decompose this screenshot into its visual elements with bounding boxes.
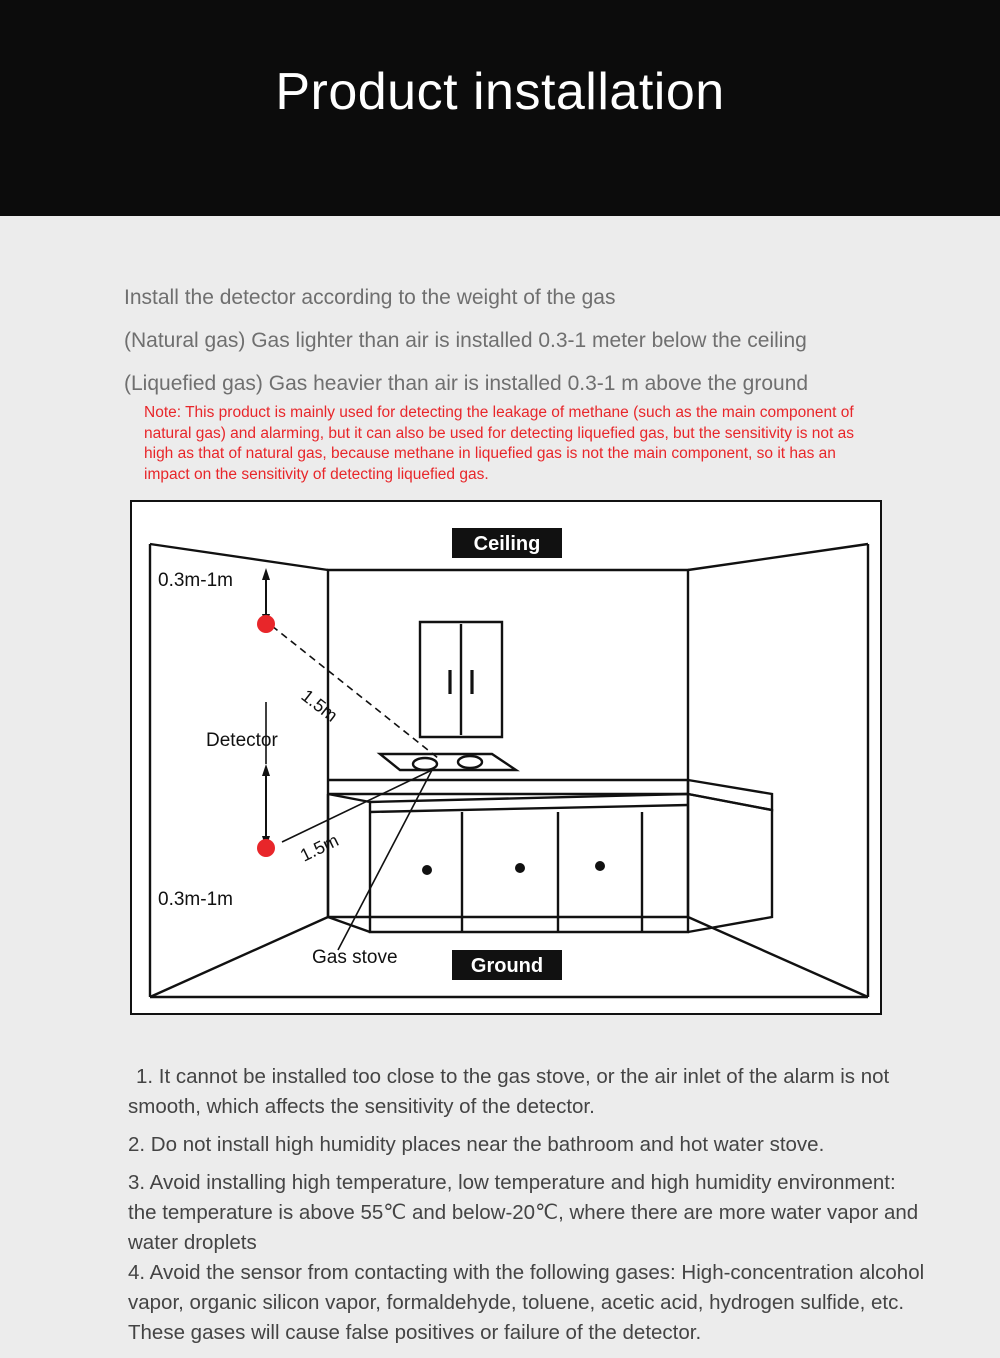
- detector-label: Detector: [206, 730, 278, 751]
- ground-label: Ground: [470, 955, 544, 977]
- bottom-distance-label: 0.3m-1m: [158, 889, 233, 910]
- installation-diagram: [130, 500, 882, 1015]
- intro-line-1: Install the detector according to the weight of the gas: [124, 286, 616, 309]
- ceiling-label: Ceiling: [473, 533, 541, 555]
- intro-line-2: (Natural gas) Gas lighter than air is installed 0.3-1 meter below the ceiling: [124, 329, 807, 352]
- detector-marker-lower: [257, 839, 275, 857]
- gas-stove-label: Gas stove: [312, 947, 398, 968]
- lower-diagonal-label: 1.5m: [296, 830, 342, 866]
- warning-note: Note: This product is mainly used for detecting the leakage of methane (such as the main component of natural gas) and alarming, but it can also be used for detecting liquefied gas, but the sensitivity is not as high as that of natural gas, because methane in liquefied gas is not the main component, so it has an impact on the sensitivity of detecting liquefied gas.: [144, 404, 854, 483]
- note-item-1: 1. It cannot be installed too close to the gas stove, or the air inlet of the alarm is not smooth, which affects the sensitivity of the detector.: [128, 1065, 890, 1118]
- top-distance-label: 0.3m-1m: [158, 570, 233, 591]
- page-header: [0, 0, 1000, 216]
- intro-block: [124, 276, 924, 405]
- note-item-2: 2. Do not install high humidity places near the bathroom and hot water stove.: [128, 1133, 825, 1156]
- installation-notes: [128, 1062, 928, 1348]
- page-title: Product installation: [275, 63, 725, 121]
- note-item-4: 4. Avoid the sensor from contacting with the following gases: High-concentration alcohol vapor, organic silicon vapor, formaldehyde, toluene, acetic acid, hydrogen sulfide, etc. These gases will cause false positives or failure of the detector.: [128, 1261, 925, 1344]
- note-item-3: 3. Avoid installing high temperature, low temperature and high humidity environment: the temperature is above 55℃ and below-20℃, where there are more water vapor and water droplets: [128, 1171, 919, 1254]
- upper-diagonal-label: 1.5m: [297, 685, 342, 726]
- intro-line-3: (Liquefied gas) Gas heavier than air is installed 0.3-1 m above the ground: [124, 372, 809, 395]
- detector-marker-upper: [257, 615, 275, 633]
